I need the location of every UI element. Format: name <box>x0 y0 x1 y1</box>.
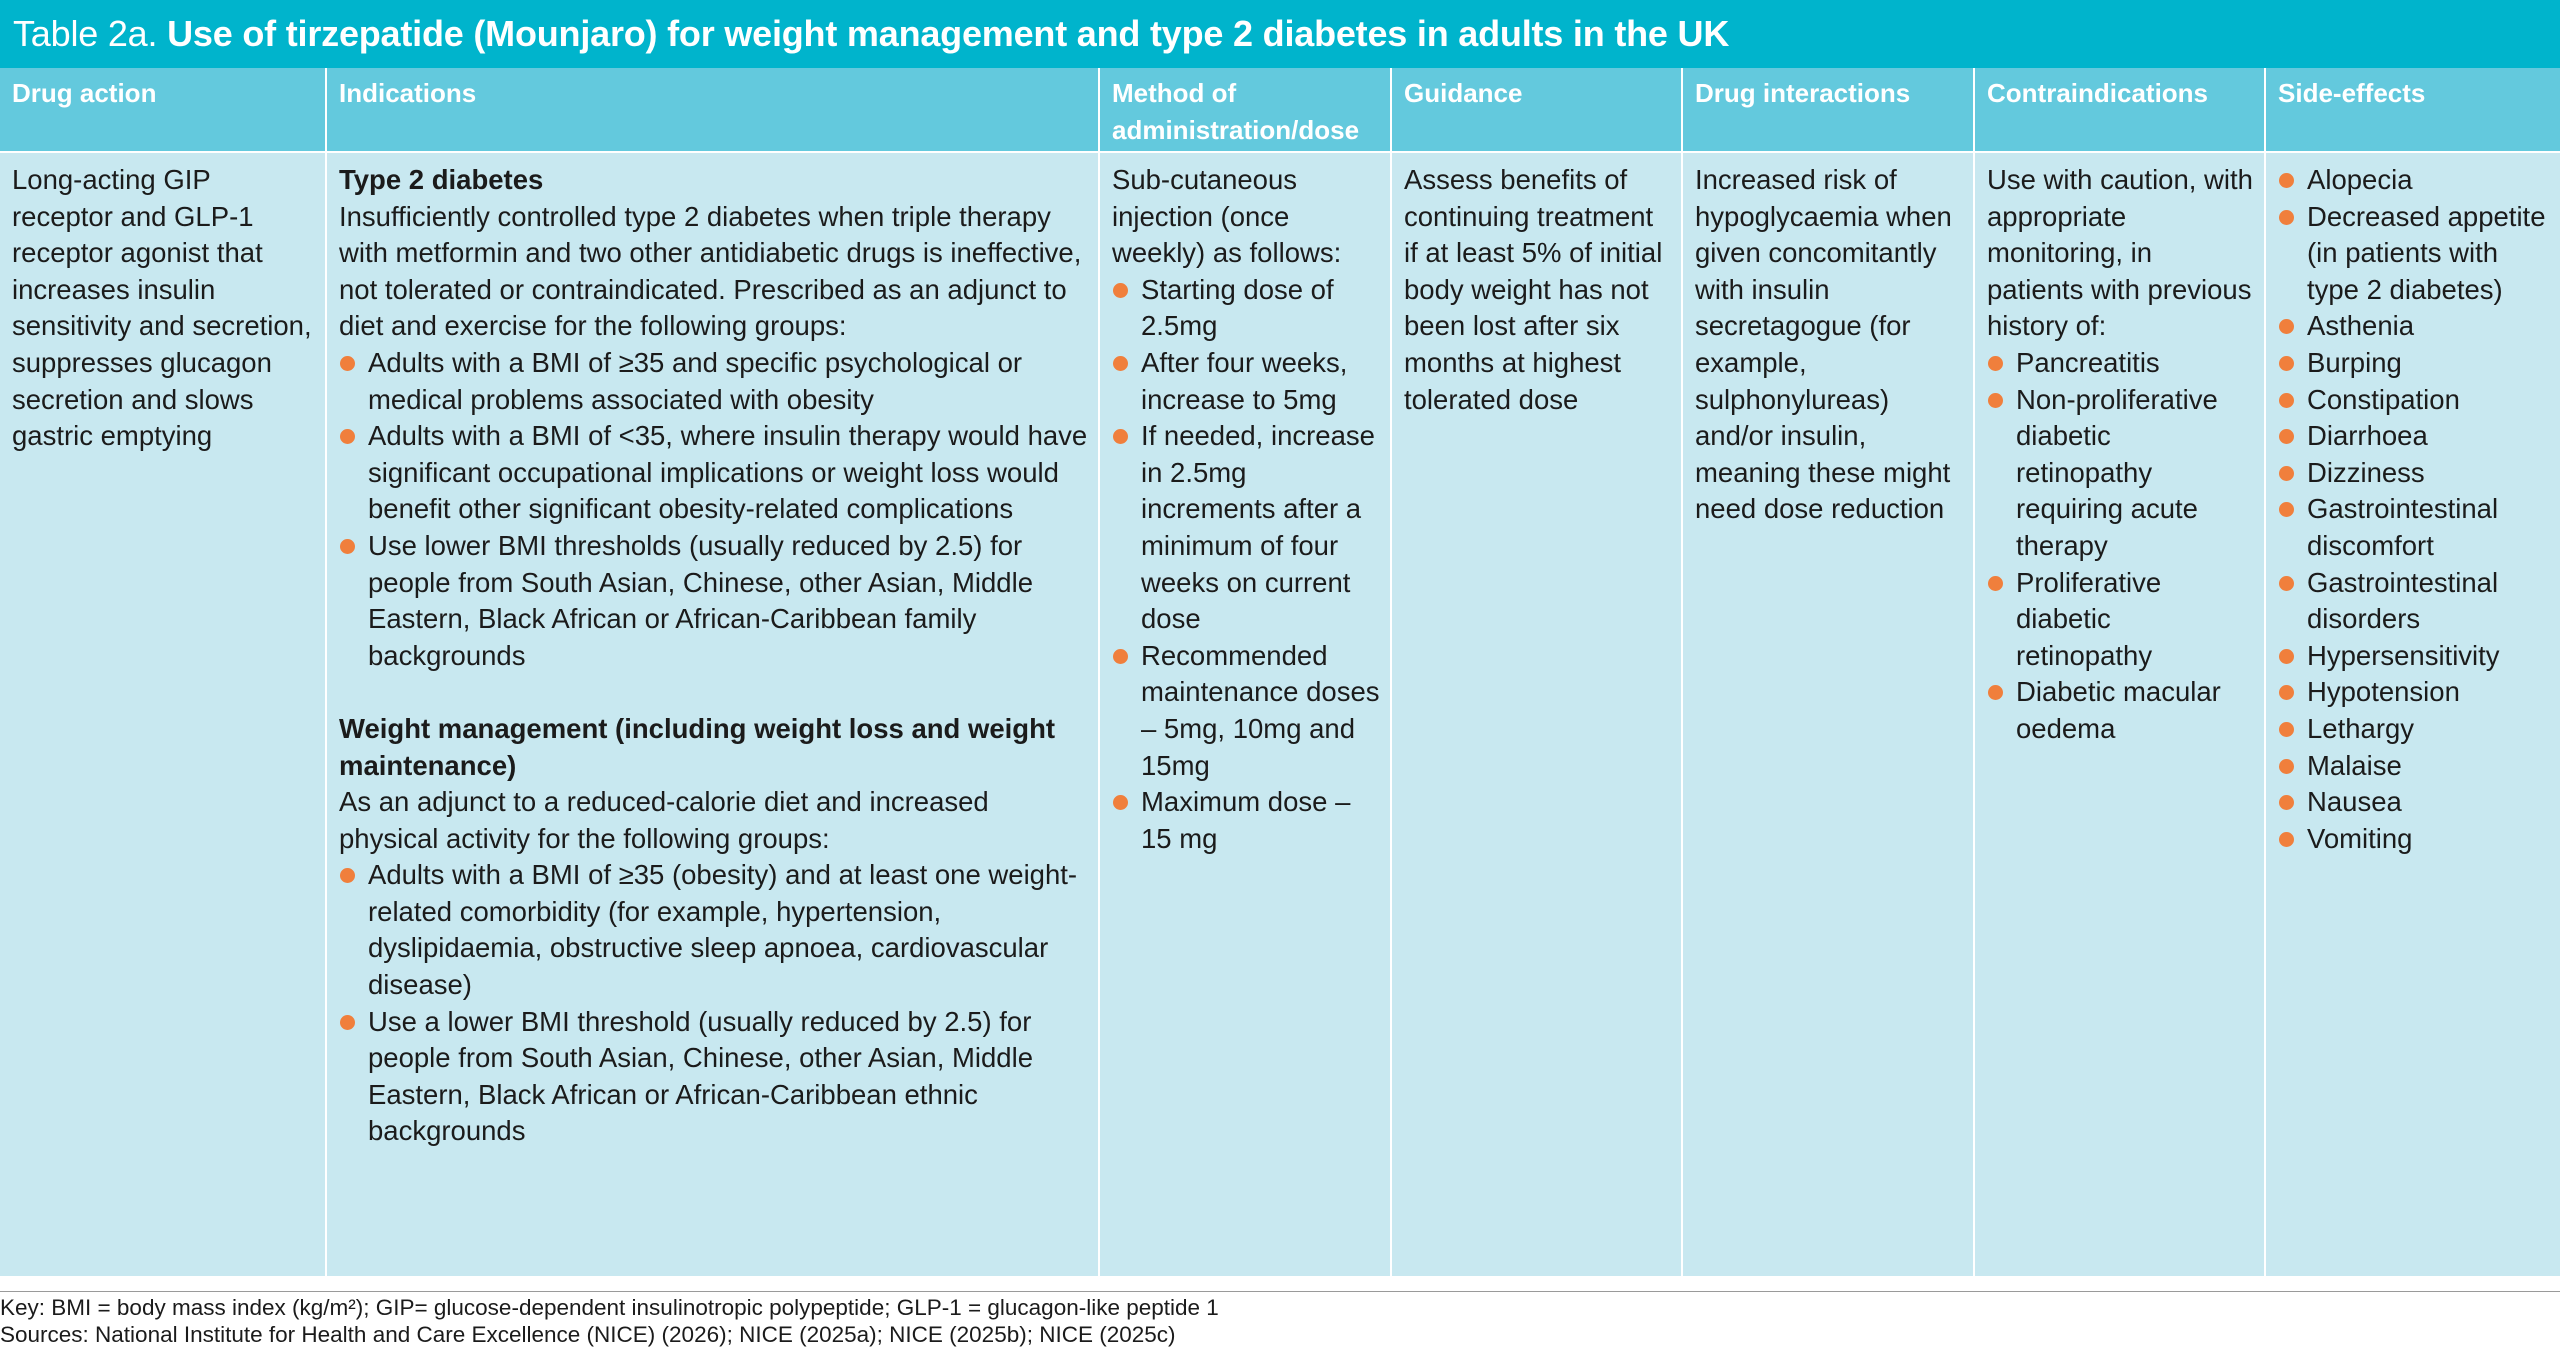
list-item: Asthenia <box>2278 308 2550 345</box>
bullet-icon <box>1113 795 1128 810</box>
t2d-bullet-list <box>339 345 1088 674</box>
contraindications-intro: Use with caution, with appropriate monitoring, in patients with previous history of: <box>1987 164 2253 342</box>
list-item: Use lower BMI thresholds (usually reduced by 2.5) for people from South Asian, Chinese, other Asian, Middle Eastern, Black African or African-Caribbean family backgrounds <box>339 528 1088 674</box>
column-divider <box>1681 68 1683 1276</box>
list-item: Vomiting <box>2278 821 2550 858</box>
list-item: Malaise <box>2278 748 2550 785</box>
table-footer <box>0 1294 2560 1348</box>
footer-key: Key: BMI = body mass index (kg/m²); GIP= glucose-dependent insulinotropic polypeptide; GLP-1 = glucagon-like peptide 1 <box>0 1295 1219 1320</box>
column-divider <box>2264 68 2266 1276</box>
bullet-icon <box>340 356 355 371</box>
header-drug-action: Drug action <box>0 68 325 153</box>
list-item: Starting dose of 2.5mg <box>1112 272 1380 345</box>
spacer <box>339 674 1088 711</box>
t2d-text: Insufficiently controlled type 2 diabetes when triple therapy with metformin and two other antidiabetic drugs is ineffective, not tolerated or contraindicated. Prescribed as an adjunct to diet and exercise for the following groups: <box>339 200 1082 342</box>
header-drug-interactions: Drug interactions <box>1683 68 1973 153</box>
bullet-icon <box>1988 685 2003 700</box>
list-item: Use a lower BMI threshold (usually reduced by 2.5) for people from South Asian, Chinese, other Asian, Middle Eastern, Black African or African-Caribbean ethnic backgrounds <box>339 1004 1088 1150</box>
list-item: Constipation <box>2278 382 2550 419</box>
bullet-icon <box>2279 502 2294 517</box>
header-divider <box>0 151 2560 153</box>
cell-side-effects <box>2266 153 2560 1276</box>
method-bullet-list <box>1112 272 1380 858</box>
list-item: Adults with a BMI of ≥35 and specific psychological or medical problems associated with obesity <box>339 345 1088 418</box>
bullet-icon <box>340 429 355 444</box>
column-divider <box>325 68 327 1276</box>
list-item: Lethargy <box>2278 711 2550 748</box>
drug-table <box>0 68 2560 1276</box>
bullet-icon <box>2279 393 2294 408</box>
list-item: Nausea <box>2278 784 2550 821</box>
list-item: Adults with a BMI of <35, where insulin therapy would have significant occupational implications or weight loss would benefit other significant obesity-related complications <box>339 418 1088 528</box>
list-item: Alopecia <box>2278 162 2550 199</box>
bullet-icon <box>1113 356 1128 371</box>
list-item: Burping <box>2278 345 2550 382</box>
bullet-icon <box>1113 649 1128 664</box>
column-divider <box>1098 68 1100 1276</box>
t2d-heading: Type 2 diabetes <box>339 164 544 195</box>
bullet-icon <box>1113 429 1128 444</box>
list-item: Gastrointestinal disorders <box>2278 565 2550 638</box>
bullet-icon <box>340 1015 355 1030</box>
bullet-icon <box>2279 356 2294 371</box>
list-item: After four weeks, increase to 5mg <box>1112 345 1380 418</box>
list-item: Proliferative diabetic retinopathy <box>1987 565 2254 675</box>
header-side-effects: Side-effects <box>2266 68 2560 153</box>
list-item: Maximum dose – 15 mg <box>1112 784 1380 857</box>
footer-sources: Sources: National Institute for Health and Care Excellence (NICE) (2026); NICE (2025a); NICE (2025b); NICE (2025c) <box>0 1322 1176 1347</box>
list-item: If needed, increase in 2.5mg increments after a minimum of four weeks on current dose <box>1112 418 1380 638</box>
bullet-icon <box>2279 649 2294 664</box>
contraindications-bullet-list <box>1987 345 2254 748</box>
list-item: Diarrhoea <box>2278 418 2550 455</box>
cell-drug-interactions <box>1683 153 1973 1276</box>
list-item: Adults with a BMI of ≥35 (obesity) and at least one weight-related comorbidity (for example, hypertension, dyslipidaemia, obstructive sleep apnoea, cardiovascular disease) <box>339 857 1088 1003</box>
bullet-icon <box>2279 210 2294 225</box>
column-divider <box>1973 68 1975 1276</box>
bullet-icon <box>340 868 355 883</box>
list-item: Hypersensitivity <box>2278 638 2550 675</box>
guidance-text: Assess benefits of continuing treatment if at least 5% of initial body weight has not been lost after six months at highest tolerated dose <box>1404 164 1663 415</box>
method-intro: Sub-cutaneous injection (once weekly) as follows: <box>1112 164 1342 269</box>
bullet-icon <box>2279 759 2294 774</box>
table-title <box>0 0 2560 68</box>
list-item: Gastrointestinal discomfort <box>2278 491 2550 564</box>
bullet-icon <box>2279 722 2294 737</box>
column-divider <box>1390 68 1392 1276</box>
wm-bullet-list <box>339 857 1088 1150</box>
bullet-icon <box>1988 356 2003 371</box>
drug-action-text: Long-acting GIP receptor and GLP-1 receptor agonist that increases insulin sensitivity and secretion, suppresses glucagon secretion and slows gastric emptying <box>12 164 312 452</box>
cell-method <box>1100 153 1390 1276</box>
side-effects-bullet-list <box>2278 162 2550 857</box>
list-item: Pancreatitis <box>1987 345 2254 382</box>
header-method: Method of administration/dose <box>1100 68 1390 153</box>
bullet-icon <box>2279 466 2294 481</box>
bullet-icon <box>340 539 355 554</box>
bullet-icon <box>1113 283 1128 298</box>
bullet-icon <box>2279 319 2294 334</box>
bullet-icon <box>2279 173 2294 188</box>
list-item: Hypotension <box>2278 674 2550 711</box>
list-item: Dizziness <box>2278 455 2550 492</box>
header-indications: Indications <box>327 68 1098 153</box>
list-item: Diabetic macular oedema <box>1987 674 2254 747</box>
footer-divider <box>0 1291 2560 1292</box>
header-guidance: Guidance <box>1392 68 1681 153</box>
cell-guidance <box>1392 153 1681 1276</box>
wm-text: As an adjunct to a reduced-calorie diet and increased physical activity for the following groups: <box>339 786 989 854</box>
bullet-icon <box>2279 795 2294 810</box>
wm-heading: Weight management (including weight loss and weight maintenance) <box>339 712 1056 781</box>
cell-drug-action <box>0 153 325 1276</box>
list-item: Recommended maintenance doses – 5mg, 10mg and 15mg <box>1112 638 1380 784</box>
bullet-icon <box>2279 576 2294 591</box>
bullet-icon <box>2279 685 2294 700</box>
bullet-icon <box>2279 832 2294 847</box>
bullet-icon <box>2279 429 2294 444</box>
header-contraindications: Contraindications <box>1975 68 2264 153</box>
cell-contraindications <box>1975 153 2264 1276</box>
table-title-text: Use of tirzepatide (Mounjaro) for weight management and type 2 diabetes in adults in the UK <box>167 13 1730 54</box>
list-item: Decreased appetite (in patients with type 2 diabetes) <box>2278 199 2550 309</box>
interactions-text: Increased risk of hypoglycaemia when given concomitantly with insulin secretagogue (for example, sulphonylureas) and/or insulin, meaning these might need dose reduction <box>1695 164 1952 525</box>
table-number: Table 2a. <box>13 13 158 54</box>
list-item: Non-proliferative diabetic retinopathy requiring acute therapy <box>1987 382 2254 565</box>
bullet-icon <box>1988 393 2003 408</box>
cell-indications <box>327 153 1098 1276</box>
bullet-icon <box>1988 576 2003 591</box>
